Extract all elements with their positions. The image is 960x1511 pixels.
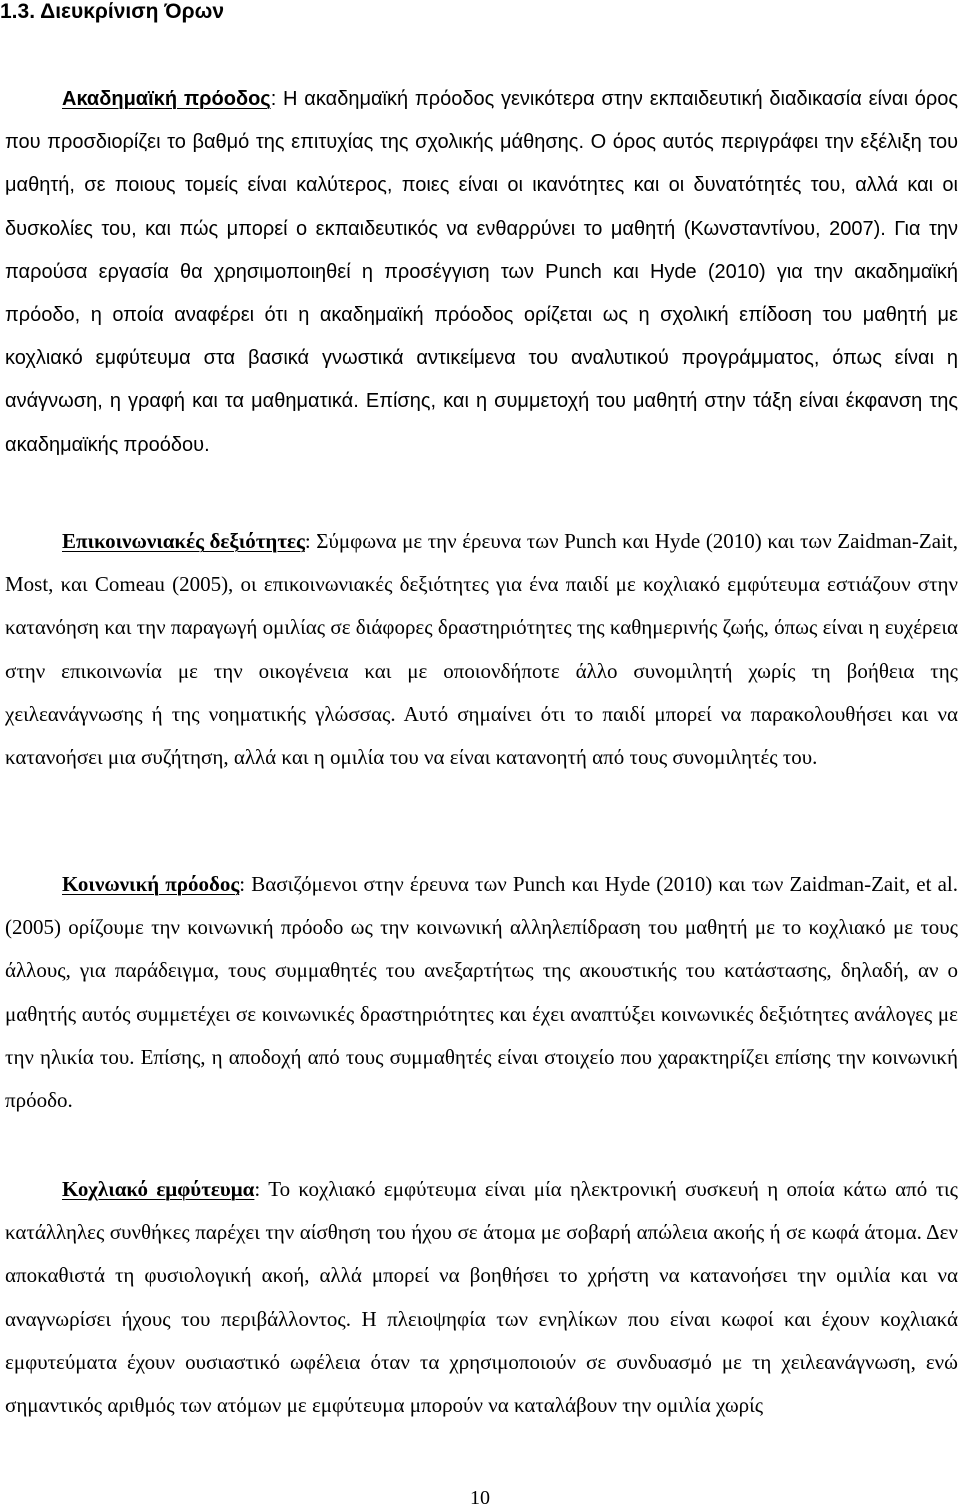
- term-communication-skills: Επικοινωνιακές δεξιότητες: [62, 529, 305, 553]
- definition-communication-skills: : Σύμφωνα με την έρευνα των Punch και Hyde (2010) και των Zaidman-Zait, Most, και Comeau (2005), οι επικοινωνιακές δεξιότητες για ένα παιδί με κοχλιακό εμφύτευμα εστιάζουν στην κατανόηση και την παραγωγή ομιλίας σε διάφορες δραστηριότητες της καθημερινής ζωής, όπως είναι η ευχέρεια στην επικοινωνία με την οικογένεια και με οποιονδήποτε άλλο συνομιλητή χωρίς τη βοήθεια της χειλεανάγνωσης ή της νοηματικής γλώσσας. Αυτό σημαίνει ότι το παιδί μπορεί να παρακολουθήσει και να κατανοήσει μια συζήτηση, αλλά και η ομιλία του να είναι κατανοητή από τους συνομιλητές του.: [5, 529, 958, 770]
- page-number: 10: [470, 1487, 490, 1509]
- section-title: Διευκρίνιση Όρων: [40, 0, 225, 23]
- paragraph-cochlear-implant: [5, 1168, 958, 1427]
- term-academic-progress: Ακαδημαϊκή πρόοδος: [62, 88, 271, 110]
- paragraph-academic-progress: [5, 78, 958, 467]
- term-social-progress: Κοινωνική πρόοδος: [62, 872, 240, 896]
- section-heading: [0, 0, 224, 24]
- definition-social-progress: : Βασιζόμενοι στην έρευνα των Punch και Hyde (2010) και των Zaidman-Zait, et al. (2005) ορίζουμε την κοινωνική πρόοδο ως την κοινωνική αλληλεπίδραση του μαθητή με το κοχλιακό με τους άλλους, για παράδειγμα, τους συμμαθητές του ανεξαρτήτως της ακουστικής του κατάστασης, δηλαδή, αν ο μαθητής αυτός συμμετέχει σε κοινωνικές δραστηριότητες και έχει αναπτύξει κοινωνικές δεξιότητες ανάλογες με την ηλικία του. Επίσης, η αποδοχή από τους συμμαθητές είναι στοιχείο που χαρακτηρίζει επίσης την κοινωνική πρόοδο.: [5, 872, 958, 1113]
- section-number: 1.3.: [0, 0, 36, 23]
- term-cochlear-implant: Κοχλιακό εμφύτευμα: [62, 1177, 255, 1201]
- paragraph-communication-skills: [5, 520, 958, 779]
- definition-cochlear-implant: : Το κοχλιακό εμφύτευμα είναι μία ηλεκτρονική συσκευή η οποία κάτω από τις κατάλληλες συνθήκες παρέχει την αίσθηση του ήχου σε άτομα με σοβαρή απώλεια ακοής ή σε κωφά άτομα. Δεν αποκαθιστά τη φυσιολογική ακοή, αλλά μπορεί να βοηθήσει το χρήστη να κατανοήσει την ομιλία και να αναγνωρίσει ήχους του περιβάλλοντος. Η πλειοψηφία των ενηλίκων που είναι κωφοί και έχουν κοχλιακά εμφυτεύματα έχουν ουσιαστικό ωφέλεια όταν τα χρησιμοποιούν σε συνδυασμό με τη χειλεανάγνωση, ενώ σημαντικός αριθμός των ατόμων με εμφύτευμα μπορούν να καταλάβουν την ομιλία χωρίς: [5, 1177, 958, 1418]
- definition-academic-progress: : Η ακαδημαϊκή πρόοδος γενικότερα στην εκπαιδευτική διαδικασία είναι όρος που προσδιορίζει το βαθμό της επιτυχίας της σχολικής μάθησης. Ο όρος αυτός περιγράφει την εξέλιξη του μαθητή, σε ποιους τομείς είναι καλύτερος, ποιες είναι οι ικανότητες και οι δυνατότητές του, αλλά και οι δυσκολίες του, και πώς μπορεί ο εκπαιδευτικός να ενθαρρύνει το μαθητή (Κωνσταντίνου, 2007). Για την παρούσα εργασία θα χρησιμοποιηθεί η προσέγγιση των Punch και Hyde (2010) για την ακαδημαϊκή πρόοδο, η οποία αναφέρει ότι η ακαδημαϊκή πρόοδος ορίζεται ως η σχολική επίδοση του μαθητή με κοχλιακό εμφύτευμα στα βασικά γνωστικά αντικείμενα του αναλυτικού προγράμματος, όπως είναι η ανάγνωση, η γραφή και τα μαθηματικά. Επίσης, και η συμμετοχή του μαθητή στην τάξη είναι έκφανση της ακαδημαϊκής προόδου.: [5, 88, 959, 456]
- paragraph-social-progress: [5, 863, 958, 1122]
